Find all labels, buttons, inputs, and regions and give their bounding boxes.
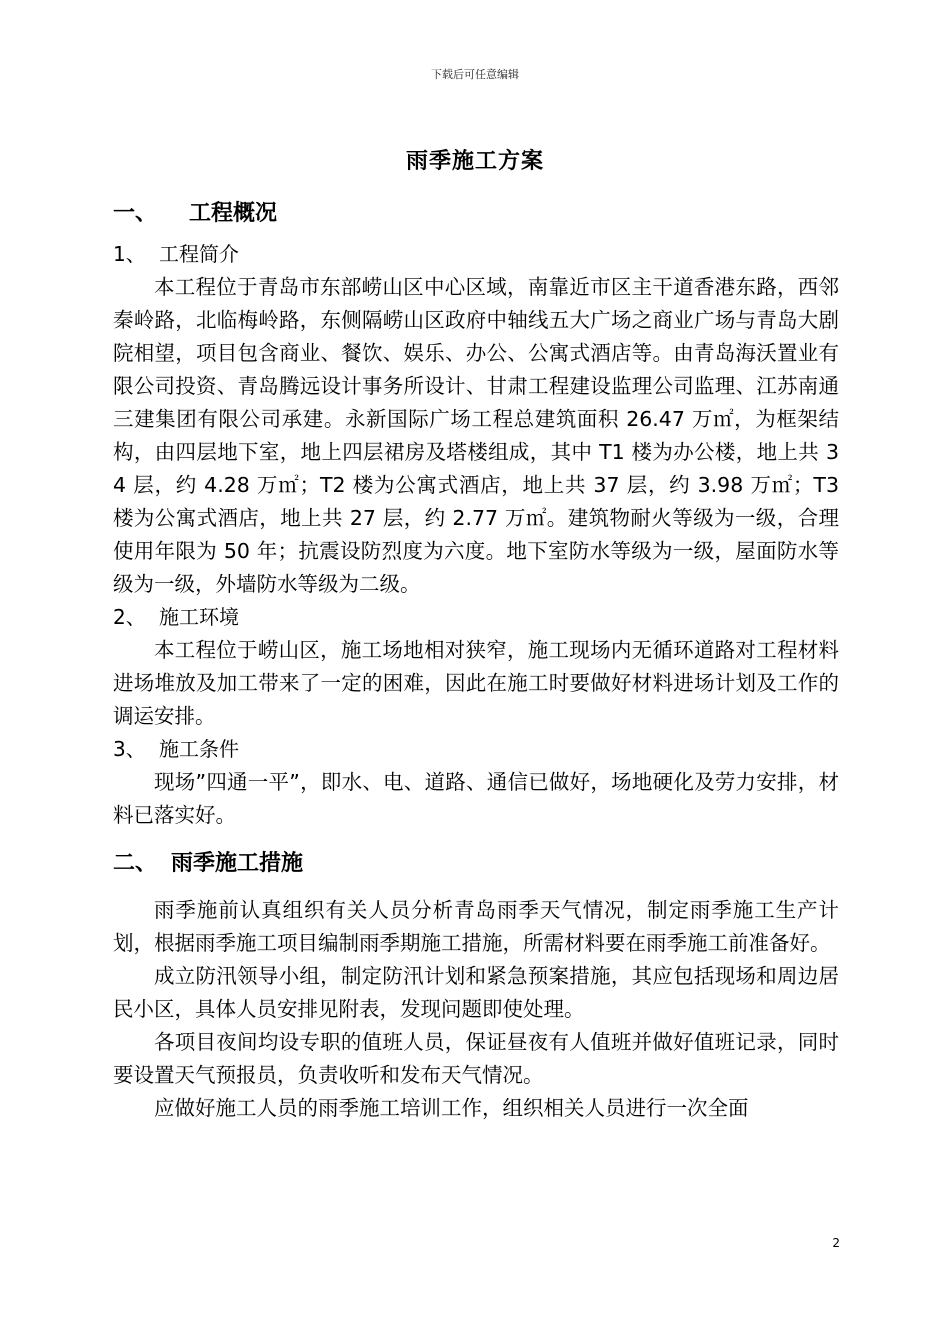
- subsection-2-number: 2、: [113, 605, 146, 629]
- subsection-1-number: 1、: [113, 242, 146, 266]
- subsection-2-heading: [113, 601, 839, 634]
- subsection-3-number: 3、: [113, 737, 146, 761]
- page-number: 2: [832, 1236, 840, 1250]
- subsection-2-paragraph: 本工程位于崂山区，施工场地相对狭窄，施工现场内无循环道路对工程材料进场堆放及加工带来了一定的困难，因此在施工时要做好材料进场计划及工作的调运安排。: [113, 638, 839, 728]
- section-1-heading: [113, 196, 839, 232]
- section-2-number: 二、: [113, 851, 158, 876]
- section-1-number: 一、: [113, 201, 158, 226]
- section-2-paragraph: 应做好施工人员的雨季施工培训工作，组织相关人员进行一次全面: [154, 1096, 749, 1120]
- subsection-1-paragraph: 本工程位于青岛市东部崂山区中心区域，南靠近市区主干道香港东路，西邻秦岭路，北临梅岭路，东侧隔崂山区政府中轴线五大广场之商业广场与青岛大剧院相望，项目包含商业、餐饮、娱乐、办公、公寓式酒店等。由青岛海沃置业有限公司投资、青岛腾远设计事务所设计、甘肃工程建设监理公司监理、江苏南通三建集团有限公司承建。永新国际广场工程总建筑面积 26.47 万㎡，为框架结构，由四层地下室，地上四层裙房及塔楼组成，其中 T1 楼为办公楼，地上共 34 层，约 4.28 万㎡；T2 楼为公寓式酒店，地上共 37 层，约 3.98 万㎡；T3 楼为公寓式酒店，地上共 27 层，约 2.77 万㎡。建筑物耐火等级为一级，合理使用年限为 50 年；抗震设防烈度为六度。地下室防水等级为一级，屋面防水等级为一级，外墙防水等级为二级。: [113, 275, 839, 596]
- document-title: 雨季施工方案: [405, 149, 544, 174]
- header-note: 下载后可任意编辑: [431, 68, 519, 81]
- subsection-1-title: 工程简介: [159, 242, 239, 266]
- document-body: [113, 196, 839, 1125]
- section-1-title: 工程概况: [189, 201, 278, 226]
- subsection-3-paragraph: 现场”四通一平”，即水、电、道路、通信已做好，场地硬化及劳力安排，材料已落实好。: [113, 770, 839, 827]
- subsection-1-heading: [113, 238, 839, 271]
- subsection-3-heading: [113, 733, 839, 766]
- section-2-title: 雨季施工措施: [171, 851, 304, 876]
- section-2-paragraph: 各项目夜间均设专职的值班人员，保证昼夜有人值班并做好值班记录，同时要设置天气预报员，负责收听和发布天气情况。: [113, 1030, 839, 1087]
- section-2-paragraph: 雨季施前认真组织有关人员分析青岛雨季天气情况，制定雨季施工生产计划，根据雨季施工项目编制雨季期施工措施，所需材料要在雨季施工前准备好。: [113, 898, 839, 955]
- section-2-paragraph: 成立防汛领导小组，制定防汛计划和紧急预案措施，其应包括现场和周边居民小区，具体人员安排见附表，发现问题即使处理。: [113, 964, 839, 1021]
- section-2-heading: [113, 846, 839, 882]
- subsection-2-title: 施工环境: [159, 605, 239, 629]
- subsection-3-title: 施工条件: [159, 737, 239, 761]
